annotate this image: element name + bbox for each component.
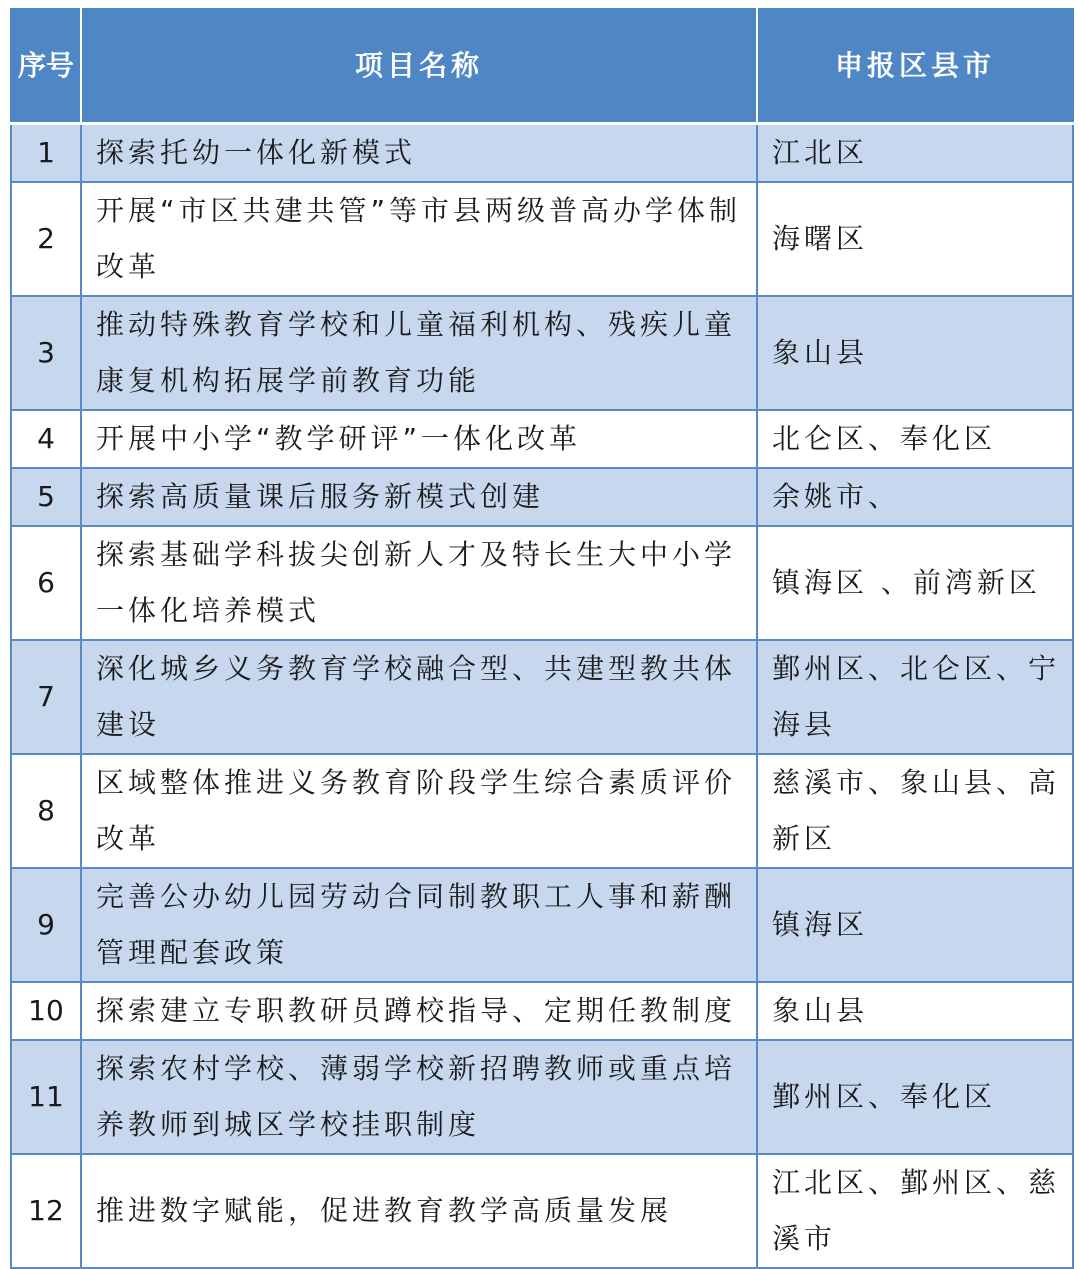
row-project-name: 探索农村学校、薄弱学校新招聘教师或重点培养教师到城区学校挂职制度 [81, 1040, 757, 1154]
row-region: 象山县 [757, 982, 1073, 1040]
row-index: 10 [11, 982, 81, 1040]
row-index: 4 [11, 410, 81, 468]
row-region: 余姚市、 [757, 468, 1073, 526]
row-region: 北仑区、奉化区 [757, 410, 1073, 468]
row-index: 2 [11, 182, 81, 296]
row-index: 5 [11, 468, 81, 526]
table-row [11, 1154, 1073, 1268]
table-row [11, 754, 1073, 868]
table-row [11, 640, 1073, 754]
table-row [11, 982, 1073, 1040]
row-index: 9 [11, 868, 81, 982]
row-index: 12 [11, 1154, 81, 1268]
row-project-name: 探索建立专职教研员蹲校指导、定期任教制度 [81, 982, 757, 1040]
row-region: 象山县 [757, 296, 1073, 410]
row-index: 8 [11, 754, 81, 868]
row-project-name: 深化城乡义务教育学校融合型、共建型教共体建设 [81, 640, 757, 754]
table-row [11, 468, 1073, 526]
project-table [10, 8, 1074, 1269]
table-row [11, 124, 1073, 183]
header-project-name: 项目名称 [81, 9, 757, 124]
table-row [11, 1040, 1073, 1154]
row-index: 11 [11, 1040, 81, 1154]
table-body [11, 124, 1073, 1269]
header-index: 序号 [11, 9, 81, 124]
table-row [11, 182, 1073, 296]
row-project-name: 区域整体推进义务教育阶段学生综合素质评价改革 [81, 754, 757, 868]
row-project-name: 开展“市区共建共管”等市县两级普高办学体制改革 [81, 182, 757, 296]
table-row [11, 410, 1073, 468]
row-project-name: 探索托幼一体化新模式 [81, 124, 757, 183]
row-index: 3 [11, 296, 81, 410]
row-project-name: 推进数字赋能，促进教育教学高质量发展 [81, 1154, 757, 1268]
row-project-name: 推动特殊教育学校和儿童福利机构、残疾儿童康复机构拓展学前教育功能 [81, 296, 757, 410]
row-project-name: 完善公办幼儿园劳动合同制教职工人事和薪酬管理配套政策 [81, 868, 757, 982]
row-region: 鄞州区、北仑区、宁海县 [757, 640, 1073, 754]
row-index: 7 [11, 640, 81, 754]
row-region: 江北区、鄞州区、慈溪市 [757, 1154, 1073, 1268]
table-row [11, 868, 1073, 982]
row-region: 江北区 [757, 124, 1073, 183]
row-project-name: 探索基础学科拔尖创新人才及特长生大中小学一体化培养模式 [81, 526, 757, 640]
row-region: 海曙区 [757, 182, 1073, 296]
row-region: 慈溪市、象山县、高新区 [757, 754, 1073, 868]
header-region: 申报区县市 [757, 9, 1073, 124]
row-project-name: 开展中小学“教学研评”一体化改革 [81, 410, 757, 468]
row-project-name: 探索高质量课后服务新模式创建 [81, 468, 757, 526]
project-table-container [10, 8, 1072, 1269]
row-region: 镇海区 [757, 868, 1073, 982]
row-region: 鄞州区、奉化区 [757, 1040, 1073, 1154]
row-index: 1 [11, 124, 81, 183]
table-header [11, 9, 1073, 124]
table-row [11, 526, 1073, 640]
row-index: 6 [11, 526, 81, 640]
table-row [11, 296, 1073, 410]
row-region: 镇海区 、前湾新区 [757, 526, 1073, 640]
header-row [11, 9, 1073, 124]
